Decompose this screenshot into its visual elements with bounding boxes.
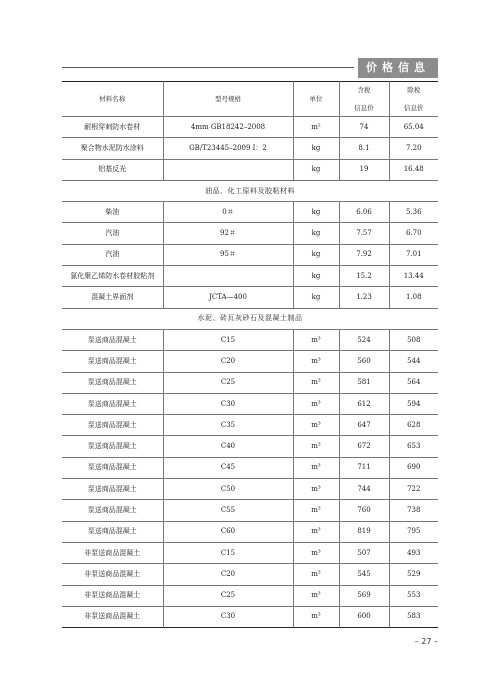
table-row	[62, 542, 438, 563]
cell-material-name: 非泵送商品混凝土	[62, 564, 163, 585]
cell-material-name: 非泵送商品混凝土	[62, 585, 163, 606]
cell-spec: C25	[163, 585, 293, 606]
cell-material-name: 泵送商品混凝土	[62, 521, 163, 542]
cell-spec: 0＃	[163, 202, 293, 223]
cell-spec: C25	[163, 372, 293, 393]
cell-spec: C50	[163, 479, 293, 500]
cell-tax-included-price: 647	[339, 415, 389, 436]
table-row	[62, 606, 438, 627]
cell-tax-excluded-price: 564	[389, 372, 438, 393]
header-tax-included-line2: 信息价	[354, 103, 374, 112]
cell-material-name: 泵送商品混凝土	[62, 415, 163, 436]
cell-tax-excluded-price: 594	[389, 393, 438, 414]
table-row	[62, 202, 438, 223]
cell-material-name: 耐根穿刺防水卷材	[62, 117, 163, 138]
cell-material-name: 非泵送商品混凝土	[62, 606, 163, 627]
cell-tax-included-price: 15.2	[339, 266, 389, 287]
cell-tax-excluded-price: 738	[389, 500, 438, 521]
header-rule	[62, 67, 354, 68]
cell-tax-included-price: 6.06	[339, 202, 389, 223]
cell-unit: m³	[293, 436, 339, 457]
section-row	[62, 308, 438, 329]
cell-unit: kg	[293, 202, 339, 223]
cell-tax-excluded-price: 13.44	[389, 266, 438, 287]
cell-spec: C20	[163, 351, 293, 372]
cell-material-name: 泵送商品混凝土	[62, 479, 163, 500]
header-tax-excluded-price	[389, 82, 438, 117]
table-row	[62, 457, 438, 478]
cell-unit: m²	[293, 117, 339, 138]
cell-tax-included-price: 711	[339, 457, 389, 478]
cell-material-name: 泵送商品混凝土	[62, 372, 163, 393]
cell-spec	[163, 266, 293, 287]
cell-tax-included-price: 74	[339, 117, 389, 138]
header-tax-excluded-line2: 信息价	[404, 103, 424, 112]
header-tax-excluded-line1: 除税	[407, 85, 421, 94]
cell-tax-included-price: 581	[339, 372, 389, 393]
cell-spec: C30	[163, 606, 293, 627]
cell-tax-excluded-price: 16.48	[389, 159, 438, 180]
cell-tax-excluded-price: 6.70	[389, 223, 438, 244]
cell-spec: C15	[163, 329, 293, 350]
cell-material-name: 泵送商品混凝土	[62, 393, 163, 414]
cell-material-name: 混凝土界面剂	[62, 287, 163, 308]
table-row	[62, 223, 438, 244]
cell-material-name: 泵送商品混凝土	[62, 329, 163, 350]
cell-tax-included-price: 7.57	[339, 223, 389, 244]
table-row	[62, 500, 438, 521]
header-tax-included-price	[339, 82, 389, 117]
cell-tax-included-price: 560	[339, 351, 389, 372]
cell-tax-included-price: 1.23	[339, 287, 389, 308]
cell-unit: kg	[293, 266, 339, 287]
cell-spec: C35	[163, 415, 293, 436]
table-row	[62, 244, 438, 265]
table-row	[62, 436, 438, 457]
table-row	[62, 159, 438, 180]
table-row	[62, 351, 438, 372]
cell-unit: kg	[293, 138, 339, 159]
cell-material-name: 汽油	[62, 244, 163, 265]
cell-tax-excluded-price: 508	[389, 329, 438, 350]
cell-material-name: 氯化聚乙烯防水卷材胶粘剂	[62, 266, 163, 287]
cell-material-name: 聚合物水泥防水涂料	[62, 138, 163, 159]
table-row	[62, 415, 438, 436]
cell-material-name: 泵送商品混凝土	[62, 351, 163, 372]
cell-unit: kg	[293, 287, 339, 308]
cell-spec: C20	[163, 564, 293, 585]
cell-spec: C15	[163, 542, 293, 563]
section-row	[62, 180, 438, 201]
cell-spec	[163, 159, 293, 180]
table-row	[62, 521, 438, 542]
cell-tax-included-price: 524	[339, 329, 389, 350]
cell-material-name: 泵送商品混凝土	[62, 457, 163, 478]
table-row	[62, 585, 438, 606]
cell-tax-excluded-price: 493	[389, 542, 438, 563]
cell-tax-excluded-price: 628	[389, 415, 438, 436]
cell-spec: C45	[163, 457, 293, 478]
table-row	[62, 266, 438, 287]
price-table	[62, 81, 438, 628]
cell-tax-excluded-price: 653	[389, 436, 438, 457]
cell-tax-included-price: 8.1	[339, 138, 389, 159]
cell-tax-excluded-price: 795	[389, 521, 438, 542]
cell-spec: 92＃	[163, 223, 293, 244]
header-unit: 单位	[293, 82, 339, 117]
cell-unit: m³	[293, 457, 339, 478]
page-number: – 27 –	[414, 637, 438, 646]
cell-tax-excluded-price: 5.36	[389, 202, 438, 223]
table-header-row	[62, 82, 438, 117]
cell-tax-included-price: 569	[339, 585, 389, 606]
cell-unit: kg	[293, 159, 339, 180]
cell-material-name: 柴油	[62, 202, 163, 223]
table-row	[62, 372, 438, 393]
cell-material-name: 铝基反光	[62, 159, 163, 180]
table-row	[62, 138, 438, 159]
header-tax-included-line1: 含税	[357, 85, 371, 94]
cell-tax-excluded-price: 7.20	[389, 138, 438, 159]
section-title: 水泥、砖瓦灰砂石及混凝土制品	[62, 308, 438, 329]
cell-unit: m³	[293, 606, 339, 627]
header-spec: 型号规格	[163, 82, 293, 117]
cell-tax-included-price: 600	[339, 606, 389, 627]
table-row	[62, 564, 438, 585]
cell-spec: JCTA—400	[163, 287, 293, 308]
cell-unit: m³	[293, 372, 339, 393]
cell-tax-excluded-price: 529	[389, 564, 438, 585]
section-badge: 价格信息	[358, 58, 438, 78]
cell-tax-excluded-price: 1.08	[389, 287, 438, 308]
table-row	[62, 393, 438, 414]
cell-unit: m³	[293, 500, 339, 521]
cell-tax-included-price: 545	[339, 564, 389, 585]
cell-unit: m³	[293, 415, 339, 436]
cell-material-name: 汽油	[62, 223, 163, 244]
table-row	[62, 117, 438, 138]
cell-tax-excluded-price: 553	[389, 585, 438, 606]
cell-spec: C30	[163, 393, 293, 414]
cell-spec: GB/T23445–2009 Ⅰ：2	[163, 138, 293, 159]
cell-unit: m³	[293, 351, 339, 372]
cell-tax-included-price: 819	[339, 521, 389, 542]
cell-material-name: 泵送商品混凝土	[62, 436, 163, 457]
table-row	[62, 479, 438, 500]
cell-unit: kg	[293, 244, 339, 265]
table-row	[62, 287, 438, 308]
cell-unit: m³	[293, 542, 339, 563]
cell-material-name: 泵送商品混凝土	[62, 500, 163, 521]
cell-tax-excluded-price: 722	[389, 479, 438, 500]
cell-spec: 4mm GB18242–2008	[163, 117, 293, 138]
cell-unit: kg	[293, 223, 339, 244]
cell-tax-excluded-price: 7.01	[389, 244, 438, 265]
cell-unit: m³	[293, 393, 339, 414]
cell-unit: m³	[293, 329, 339, 350]
cell-tax-excluded-price: 690	[389, 457, 438, 478]
cell-tax-included-price: 612	[339, 393, 389, 414]
header-material-name: 材料名称	[62, 82, 163, 117]
cell-tax-excluded-price: 583	[389, 606, 438, 627]
cell-tax-included-price: 7.92	[339, 244, 389, 265]
cell-tax-included-price: 760	[339, 500, 389, 521]
table-row	[62, 329, 438, 350]
section-title: 油品、化工原料及胶粘材料	[62, 180, 438, 201]
cell-spec: 95＃	[163, 244, 293, 265]
cell-spec: C60	[163, 521, 293, 542]
cell-unit: m³	[293, 564, 339, 585]
cell-unit: m³	[293, 521, 339, 542]
cell-tax-included-price: 19	[339, 159, 389, 180]
cell-unit: m³	[293, 479, 339, 500]
cell-tax-included-price: 744	[339, 479, 389, 500]
cell-material-name: 非泵送商品混凝土	[62, 542, 163, 563]
cell-tax-excluded-price: 544	[389, 351, 438, 372]
cell-tax-included-price: 672	[339, 436, 389, 457]
cell-spec: C55	[163, 500, 293, 521]
cell-spec: C40	[163, 436, 293, 457]
cell-tax-included-price: 507	[339, 542, 389, 563]
cell-unit: m³	[293, 585, 339, 606]
cell-tax-excluded-price: 65.04	[389, 117, 438, 138]
